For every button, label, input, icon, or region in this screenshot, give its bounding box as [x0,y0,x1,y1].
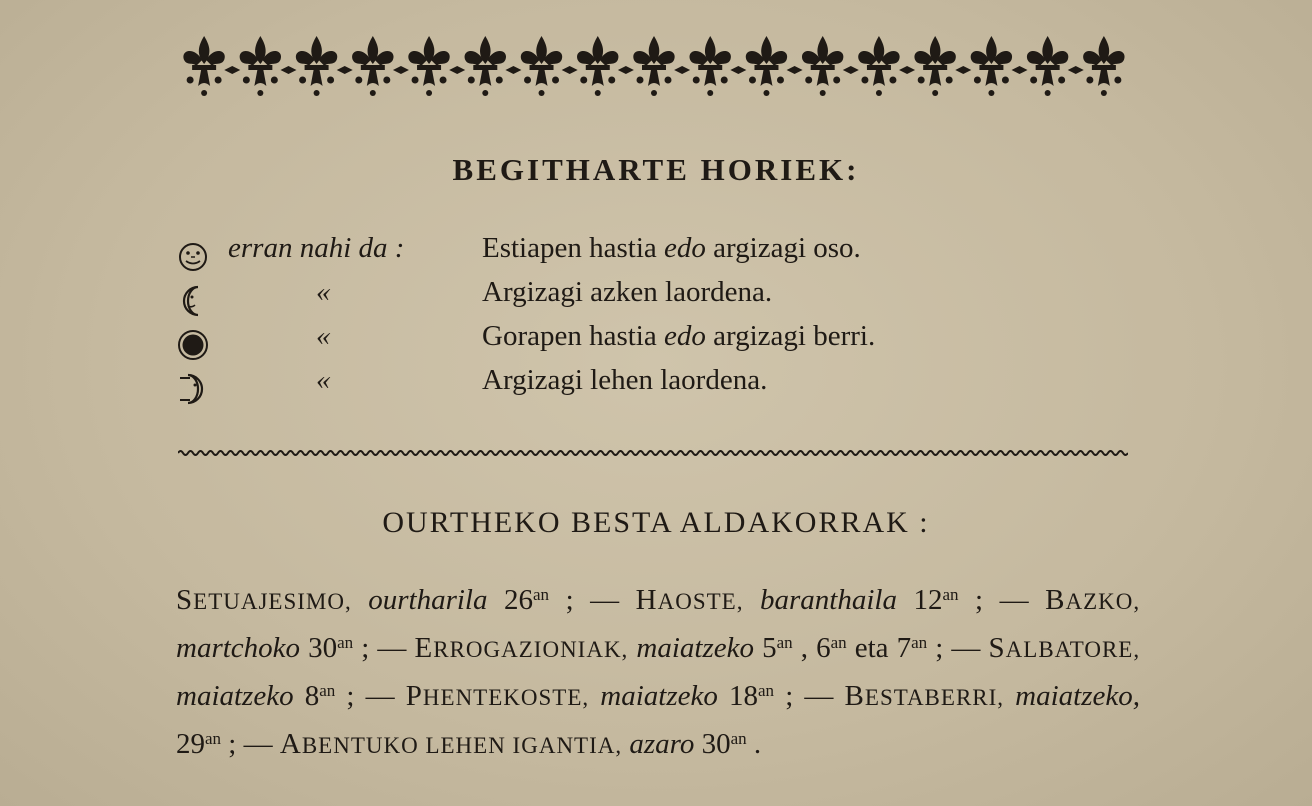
feast-name: PHENTEKOSTE, [405,680,590,712]
feast-month: ourtharila [368,584,488,616]
diamond-link-icon [449,66,465,74]
feast-month: azaro [629,728,695,760]
feast-day-suffix: an [730,729,747,748]
feast-separator: ; — [361,632,407,664]
feast-day: 18 [729,680,759,712]
feast-day: 8 [304,680,320,712]
legend-ditto: « [316,364,331,396]
feast-day-suffix: an [205,729,222,748]
feast-entry [816,632,888,664]
fleur-de-lis-icon [296,36,337,96]
feast-name: SALBATORE, [988,632,1141,664]
feast-month: martchoko [176,632,301,664]
feast-month: maiatzeko [600,680,718,712]
fleur-de-lis-icon [240,36,281,96]
diamond-link-icon [337,66,353,74]
diamond-link-icon [674,66,690,74]
feast-separator: ; — [228,728,273,760]
feast-name: BESTABERRI, [844,680,1005,712]
feast-entry [415,632,808,664]
feast-month: maiatzeko [176,680,294,712]
legend-ditto: « [316,320,331,352]
feast-name-initial: E [414,632,434,664]
feast-month: maiatzeko [636,632,754,664]
feast-name: BAZKO, [1045,584,1141,616]
feast-day-suffix: an [911,633,928,652]
feast-separator: eta [854,632,889,664]
diamond-link-icon [618,66,634,74]
feast-day: 26 [504,584,534,616]
fleur-de-lis-icon [183,36,224,96]
feast-entry [897,632,981,664]
feast-day: 7 [896,632,912,664]
feast-separator: ; — [565,584,620,616]
feast-day-suffix: an [533,585,550,604]
fleur-de-lis-icon [465,36,506,96]
fleur-de-lis-icon [690,36,731,96]
feast-separator: ; — [785,680,834,712]
fleur-de-lis-icon [633,36,674,96]
feast-name-initial: B [844,680,865,712]
diamond-link-icon [280,66,296,74]
feast-separator: , [800,632,808,664]
feast-name: ABENTUKO LEHEN IGANTIA, [279,728,623,760]
feast-entry [176,584,619,616]
feast-day-suffix: an [830,633,847,652]
feast-entry [636,584,1029,616]
feast-name: SETUAJESIMO, [176,584,352,616]
feast-name: ERROGAZIONIAK, [414,632,629,664]
fleur-de-lis-icon [1083,36,1124,96]
fleur-de-lis-icon [352,36,393,96]
legend-description: Estiapen hastia edo argizagi oso. [482,232,861,264]
fleur-de-lis-icon [577,36,618,96]
feast-name-initial: S [176,584,194,616]
feast-separator: ; — [935,632,981,664]
fleur-de-lis-icon [746,36,787,96]
diamond-link-icon [224,66,240,74]
feast-day: 30 [308,632,338,664]
diamond-link-icon [899,66,915,74]
fleur-de-lis-icon [914,36,955,96]
section-subtitle: OURTHEKO BESTA ALDAKORRAK : [382,506,930,539]
feasts-paragraph [176,577,1140,769]
legend-description: Gorapen hastia edo argizagi berri. [482,320,876,352]
feast-entry [280,728,761,760]
feast-name-initial: S [988,632,1006,664]
feast-entry [406,680,834,712]
wavy-divider [178,440,1128,466]
legend-row-last-quarter [176,276,1076,318]
diamond-link-icon [562,66,578,74]
feast-name: HAOSTE, [635,584,744,616]
feast-name-initial: B [1045,584,1066,616]
legend-row-first-quarter [176,364,1076,406]
fleur-de-lis-icon [408,36,449,96]
feast-month: maiatzeko, [1015,680,1141,712]
fleur-de-lis-icon [1027,36,1068,96]
feast-separator: ; — [975,584,1029,616]
feast-separator: ; — [346,680,395,712]
section-title: BEGITHARTE HORIEK: [452,152,860,187]
diamond-link-icon [1012,66,1028,74]
feast-day-suffix: an [776,633,793,652]
legend-row-new-moon [176,320,1076,362]
feast-name-initial: P [405,680,423,712]
feast-day-suffix: an [942,585,959,604]
feast-day-suffix: an [758,681,775,700]
fleur-de-lis-icon [971,36,1012,96]
diamond-link-icon [505,66,521,74]
feast-day: 5 [762,632,777,664]
feast-name-initial: H [635,584,658,616]
feast-separator: . [753,728,762,760]
fleur-de-lis-icon [521,36,562,96]
fleur-de-lis-icon [858,36,899,96]
diamond-link-icon [393,66,409,74]
full-moon-face-icon [176,240,210,274]
diamond-link-icon [730,66,746,74]
last-quarter-moon-icon [176,284,210,318]
legend-description: Argizagi azken laordena. [482,276,773,308]
legend-label: erran nahi da : [228,232,405,264]
feast-day: 6 [816,632,831,664]
diamond-link-icon [843,66,859,74]
diamond-link-icon [787,66,803,74]
new-moon-icon [176,328,210,362]
feast-day: 30 [701,728,731,760]
legend-ditto: « [316,276,331,308]
feast-name-initial: A [279,728,302,760]
feast-day: 12 [913,584,943,616]
fleur-de-lis-icon [802,36,843,96]
feast-day-suffix: an [337,633,354,652]
ornament-border [176,30,1132,102]
legend-description: Argizagi lehen laordena. [482,364,768,396]
diamond-link-icon [955,66,971,74]
diamond-link-icon [1068,66,1084,74]
legend-row-full-moon [176,232,1076,274]
first-quarter-moon-icon [176,372,210,406]
feast-day: 29 [176,728,205,760]
feast-month: baranthaila [760,584,897,616]
feast-day-suffix: an [319,681,336,700]
